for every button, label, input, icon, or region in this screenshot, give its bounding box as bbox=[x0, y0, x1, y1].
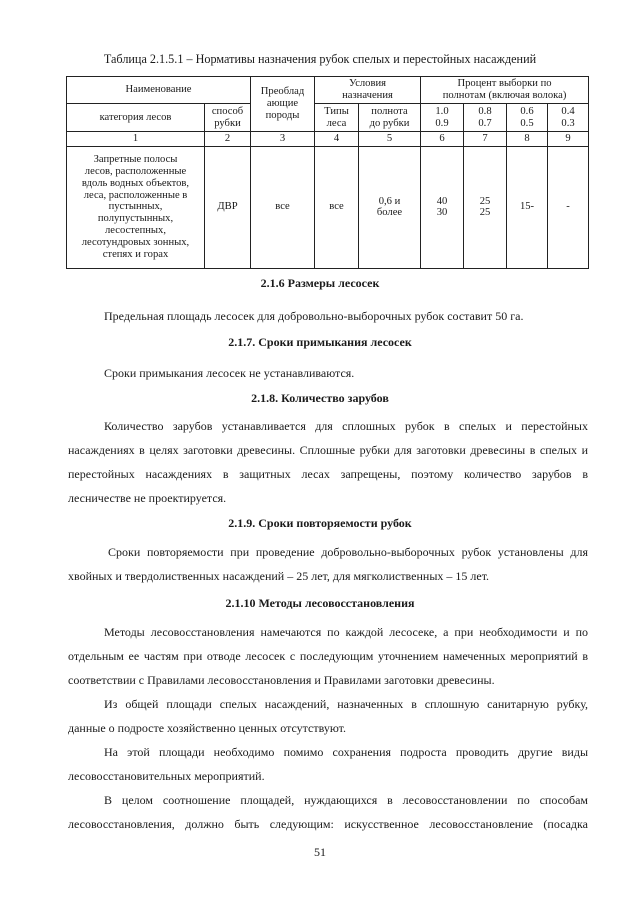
header-p1: 1.0 0.9 bbox=[421, 104, 464, 132]
col-number: 9 bbox=[548, 132, 589, 147]
header-percent: Процент выборки по полнотам (включая волока) bbox=[421, 77, 589, 104]
row-pct-1: 40 30 bbox=[421, 146, 464, 268]
row-category: Запретные полосы лесов, расположенные вдоль водных объектов, леса, расположенные в пустынных, полупустынных, лесостепных, лесотундровых зонных, степях и горах bbox=[67, 146, 205, 268]
header-method: способ рубки bbox=[205, 104, 251, 132]
col-number: 7 bbox=[464, 132, 507, 147]
header-p3: 0.6 0.5 bbox=[507, 104, 548, 132]
table-caption: Таблица 2.1.5.1 – Нормативы назначения рубок спелых и перестойных насаждений bbox=[103, 52, 537, 66]
row-forest-types: все bbox=[315, 146, 359, 268]
col-number: 6 bbox=[421, 132, 464, 147]
row-method: ДВР bbox=[205, 146, 251, 268]
norms-table bbox=[66, 76, 589, 269]
col-number: 4 bbox=[315, 132, 359, 147]
heading-2-1-6: 2.1.6 Размеры лесосек bbox=[260, 276, 380, 290]
col-number: 1 bbox=[67, 132, 205, 147]
header-conditions: Условия назначения bbox=[315, 77, 421, 104]
col-number: 8 bbox=[507, 132, 548, 147]
row-pct-3: 15- bbox=[507, 146, 548, 268]
header-p2: 0.8 0.7 bbox=[464, 104, 507, 132]
col-number: 3 bbox=[251, 132, 315, 147]
paragraph-lesosek-size: Предельная площадь лесосек для добровольно-выборочных рубок составит 50 га. bbox=[104, 309, 524, 323]
heading-2-1-8: 2.1.8. Количество зарубов bbox=[251, 391, 389, 405]
paragraph-repeat-period: Сроки повторяемости при проведение добровольно-выборочных рубок установлены для хвойных и твердолиственных насаждений – 25 лет, для мягколиственных – 15 лет. bbox=[68, 545, 588, 583]
row-species: все bbox=[251, 146, 315, 268]
heading-2-1-10: 2.1.10 Методы лесовосстановления bbox=[225, 596, 415, 610]
paragraph-methods: Методы лесовосстановления намечаются по каждой лесосеке, а при необходимости и по отдельным ее частям при отводе лесосек с последующим уточнением намеченных мероприятий в соответствии с Правилами лесовосстановления и Правилами заготовки древесины. Из общей площади спелых насаждений, назначенных в сплошную санитарную рубку, данные о подросте хозяйственно ценных отсутствуют. На этой площади необходимо помимо сохранения подроста проводить другие виды лесовосстановительных мероприятий. В целом соотношение площадей, нуждающихся в лесовосстановлении по способам лесовосстановления, должно быть следующим: искусственное лесовосстановление (посадка bbox=[68, 625, 588, 831]
col-number: 5 bbox=[359, 132, 421, 147]
page-number: 51 bbox=[314, 845, 326, 859]
heading-2-1-7: 2.1.7. Сроки примыкания лесосек bbox=[228, 335, 412, 349]
row-pct-2: 25 25 bbox=[464, 146, 507, 268]
header-predominant-species: Преоблад ающие породы bbox=[251, 77, 315, 132]
paragraph-cut-count: Количество зарубов устанавливается для сплошных рубок в спелых и перестойных насаждениях в целях заготовки древесины. Сплошные рубки для заготовки древесины в спелых и перестойных насаждениях в защитных лесах запрещены, поэтому количество зарубов в лесничестве не проектируется. bbox=[68, 419, 588, 505]
header-fullness: полнота до рубки bbox=[359, 104, 421, 132]
row-pct-4: - bbox=[548, 146, 589, 268]
header-forest-types: Типы леса bbox=[315, 104, 359, 132]
row-fullness: 0,6 и более bbox=[359, 146, 421, 268]
header-name: Наименование bbox=[67, 77, 251, 104]
paragraph-adjacency: Сроки примыкания лесосек не устанавливаются. bbox=[104, 366, 355, 380]
heading-2-1-9: 2.1.9. Сроки повторяемости рубок bbox=[228, 516, 412, 530]
header-p4: 0.4 0.3 bbox=[548, 104, 589, 132]
header-category: категория лесов bbox=[67, 104, 205, 132]
col-number: 2 bbox=[205, 132, 251, 147]
